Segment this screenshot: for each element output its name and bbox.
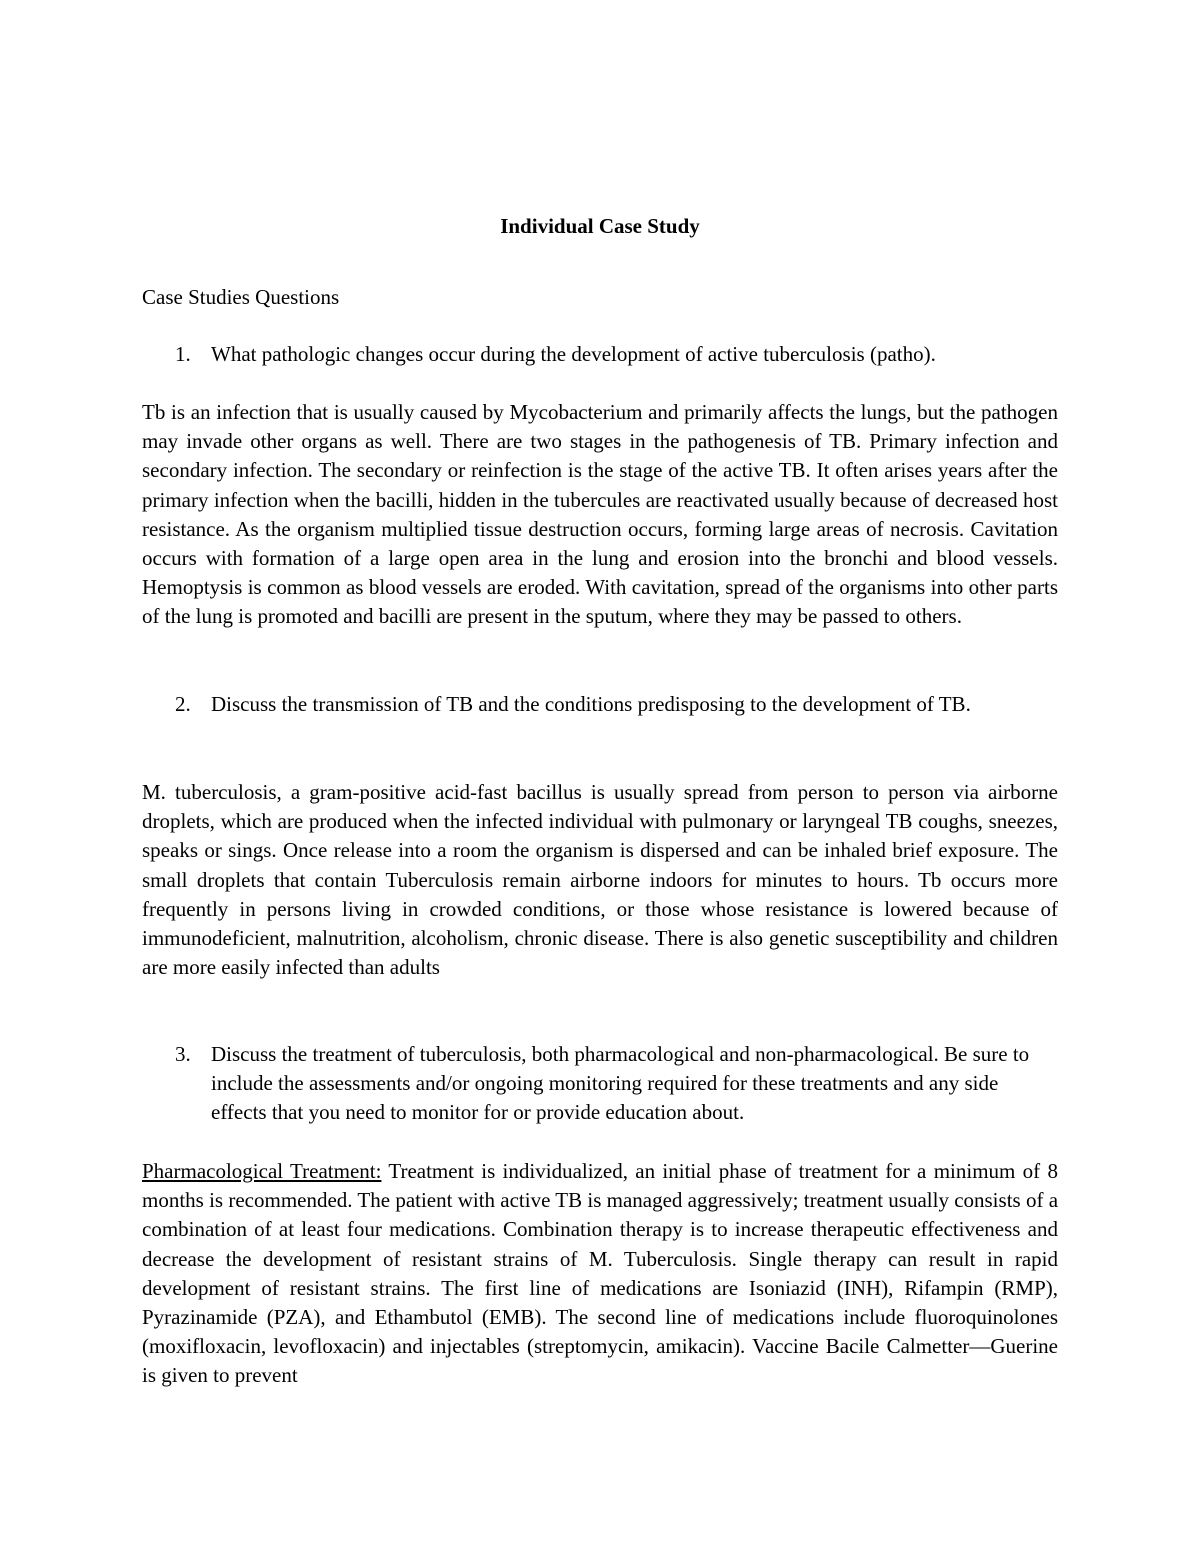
- question-text: Discuss the transmission of TB and the conditions predisposing to the development of TB.: [211, 692, 971, 716]
- question-number: 1.: [175, 342, 191, 366]
- question-2: [142, 690, 1032, 719]
- question-3: [142, 1040, 1042, 1127]
- question-text: Discuss the treatment of tuberculosis, both pharmacological and non-pharmacological. Be sure to include the assessments and/or ongoing monitoring required for these treatments and any side effects that you need to monitor for or provide education about.: [211, 1042, 1030, 1124]
- answer-2-paragraph: M. tuberculosis, a gram-positive acid-fast bacillus is usually spread from person to person via airborne droplets, which are produced when the infected individual with pulmonary or laryngeal TB coughs, sneezes, speaks or sings. Once release into a room the organism is dispersed and can be inhaled brief exposure. The small droplets that contain Tuberculosis remain airborne indoors for minutes to hours. Tb occurs more frequently in persons living in crowded conditions, or those whose resistance is lowered because of immunodeficient, malnutrition, alcoholism, chronic disease. There is also genetic susceptibility and children are more easily infected than adults: [142, 780, 1058, 980]
- question-text: What pathologic changes occur during the development of active tuberculosis (patho).: [211, 342, 936, 366]
- document-title: Individual Case Study: [500, 214, 700, 238]
- answer-3-paragraph: [142, 1157, 1058, 1391]
- question-number: 3.: [175, 1042, 191, 1066]
- question-1: [142, 340, 1042, 369]
- question-number: 2.: [175, 692, 191, 716]
- pharmacological-treatment-heading: Pharmacological Treatment:: [142, 1159, 382, 1183]
- answer-1-paragraph: Tb is an infection that is usually caused by Mycobacterium and primarily affects the lungs, but the pathogen may invade other organs as well. There are two stages in the pathogenesis of TB. Primary infection and secondary infection. The secondary or reinfection is the stage of the active TB. It often arises years after the primary infection when the bacilli, hidden in the tubercules are reactivated usually because of decreased host resistance. As the organism multiplied tissue destruction occurs, forming large areas of necrosis. Cavitation occurs with formation of a large open area in the lung and erosion into the bronchi and blood vessels. Hemoptysis is common as blood vessels are eroded. With cavitation, spread of the organisms into other parts of the lung is promoted and bacilli are present in the sputum, where they may be passed to others.: [142, 400, 1058, 629]
- section-subtitle: Case Studies Questions: [142, 285, 340, 309]
- pharmacological-treatment-text: Treatment is individualized, an initial phase of treatment for a minimum of 8 months is recommended. The patient with active TB is managed aggressively; treatment usually consists of a combination of at least four medications. Combination therapy is to increase therapeutic effectiveness and decrease the development of resistant strains of M. Tuberculosis. Single therapy can result in rapid development of resistant strains. The first line of medications are Isoniazid (INH), Rifampin (RMP), Pyrazinamide (PZA), and Ethambutol (EMB). The second line of medications include fluoroquinolones (moxifloxacin, levofloxacin) and injectables (streptomycin, amikacin). Vaccine Bacile Calmetter—Guerine is given to prevent: [142, 1159, 1059, 1388]
